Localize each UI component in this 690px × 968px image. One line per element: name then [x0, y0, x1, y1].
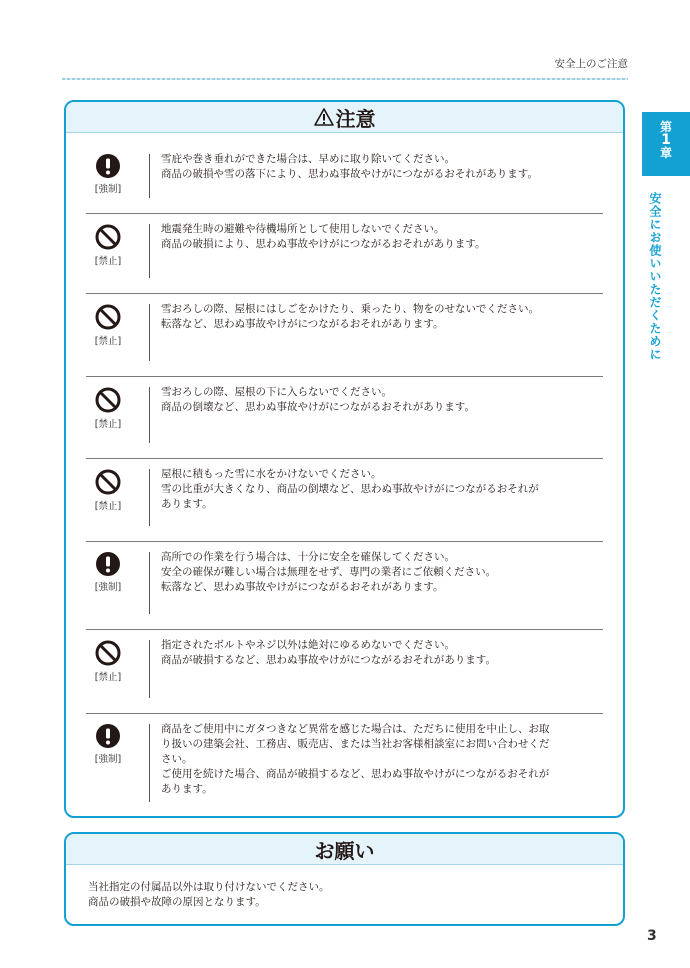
caution-item-icon-group — [90, 304, 126, 347]
caution-item-divider — [149, 387, 150, 443]
caution-item-label: [禁止] — [94, 256, 122, 267]
caution-item-label: [禁止] — [94, 419, 122, 430]
caution-item-line: 指定されたボルトやネジ以外は絶対にゆるめないでください。 — [161, 639, 455, 651]
caution-item-icon-group — [90, 154, 126, 195]
caution-item-text — [161, 385, 605, 415]
caution-item-icon-group — [90, 387, 126, 430]
caution-item-divider — [149, 552, 150, 614]
request-title: お願い — [314, 838, 375, 863]
caution-item-line: あります。 — [161, 498, 213, 510]
request-header — [66, 834, 623, 865]
caution-item-line: り扱いの建築会社、工務店、販売店、または当社お客様相談室にお問い合わせくだ — [161, 738, 550, 750]
caution-item — [66, 542, 623, 630]
chapter-tab-number: 1 — [661, 132, 671, 148]
caution-item-line: 商品の倒壊など、思わぬ事故やけがにつながるおそれがあります。 — [161, 401, 475, 413]
caution-item-line: 転落など、思わぬ事故やけがにつながるおそれがあります。 — [161, 581, 444, 593]
request-line: 当社指定の付属品以外は取り付けないでください。 — [88, 881, 330, 893]
caution-item-divider — [149, 724, 150, 802]
caution-item-text — [161, 467, 605, 512]
caution-item — [66, 214, 623, 294]
caution-item-text — [161, 222, 605, 252]
caution-item-label: [禁止] — [94, 336, 122, 347]
caution-item-divider — [149, 154, 150, 198]
chapter-tab[interactable] — [642, 112, 690, 176]
caution-item-divider — [149, 224, 150, 278]
caution-item-line: 雪庇や巻き垂れができた場合は、早めに取り除いてください。 — [161, 153, 455, 165]
caution-item-line: 商品が破損するなど、思わぬ事故やけがにつながるおそれがあります。 — [161, 654, 496, 666]
chapter-title-vertical: 安全にお使いいただくために — [648, 192, 662, 361]
caution-item-divider — [149, 640, 150, 698]
caution-item-line: 雪おろしの際、屋根にはしごをかけたり、乗ったり、物をのせないでください。 — [161, 303, 539, 315]
caution-item-line: 屋根に積もった雪に水をかけないでください。 — [161, 468, 382, 480]
prohibition-icon — [95, 640, 121, 666]
caution-item-line: 転落など、思わぬ事故やけがにつながるおそれがあります。 — [161, 318, 444, 330]
caution-item-text — [161, 722, 605, 797]
caution-item-icon-group — [90, 552, 126, 593]
request-line: 商品の破損や故障の原因となります。 — [88, 896, 266, 908]
caution-item — [66, 459, 623, 542]
header-title: 安全上のご注意 — [554, 58, 628, 70]
caution-item-icon-group — [90, 469, 126, 512]
caution-item-divider — [149, 304, 150, 361]
exclamation-circle-icon — [96, 154, 120, 178]
caution-item-line: さい。 — [161, 753, 193, 765]
caution-item-line: 高所での作業を行う場合は、十分に安全を確保してください。 — [161, 551, 455, 563]
caution-item-line: 安全の確保が難しい場合は無理をせず、専門の業者にご依頼ください。 — [161, 566, 497, 578]
caution-item-text — [161, 302, 605, 332]
exclamation-circle-icon — [96, 724, 120, 748]
request-box — [64, 832, 625, 926]
caution-box — [64, 100, 625, 818]
request-text — [88, 880, 330, 910]
caution-item — [66, 630, 623, 714]
caution-item-icon-group — [90, 224, 126, 267]
caution-item-line: 商品をご使用中にガタつきなど異常を感じた場合は、ただちに使用を中止し、お取 — [161, 723, 550, 735]
prohibition-icon — [95, 224, 121, 250]
caution-item-icon-group — [90, 640, 126, 683]
caution-item-divider — [149, 469, 150, 526]
caution-item-text — [161, 638, 605, 668]
prohibition-icon — [95, 469, 121, 495]
caution-title: 注意 — [335, 106, 376, 131]
caution-item-icon-group — [90, 724, 126, 765]
caution-item-label: [禁止] — [94, 672, 122, 683]
caution-item-line: 商品の破損や雪の落下により、思わぬ事故やけがにつながるおそれがあります。 — [161, 168, 538, 180]
caution-item — [66, 714, 623, 818]
caution-item-label: [禁止] — [94, 501, 122, 512]
caution-item — [66, 144, 623, 214]
caution-item — [66, 294, 623, 377]
warning-triangle-icon — [314, 108, 334, 126]
header-rule — [62, 78, 628, 80]
caution-item-line: 商品の破損により、思わぬ事故やけがにつながるおそれがあります。 — [161, 238, 486, 250]
caution-item — [66, 377, 623, 459]
prohibition-icon — [95, 304, 121, 330]
page-number: 3 — [647, 928, 657, 944]
caution-item-line: 地震発生時の避難や待機場所として使用しないでください。 — [161, 223, 445, 235]
exclamation-circle-icon — [96, 552, 120, 576]
caution-item-line: 雪の比重が大きくなり、商品の倒壊など、思わぬ事故やけがにつながるおそれが — [161, 483, 539, 495]
chapter-tab-line3: 章 — [659, 146, 672, 160]
caution-item-text — [161, 152, 605, 182]
caution-header — [66, 102, 623, 133]
caution-item-label: [強制] — [94, 184, 122, 195]
caution-item-label: [強制] — [94, 582, 122, 593]
caution-item-line: 雪おろしの際、屋根の下に入らないでください。 — [161, 386, 392, 398]
prohibition-icon — [95, 387, 121, 413]
caution-item-line: ご使用を続けた場合、商品が破損するなど、思わぬ事故やけがにつながるおそれが — [161, 768, 550, 780]
chapter-tab-line1: 第 — [659, 120, 672, 134]
caution-item-line: あります。 — [161, 783, 213, 795]
caution-item-text — [161, 550, 605, 595]
caution-item-label: [強制] — [94, 754, 122, 765]
